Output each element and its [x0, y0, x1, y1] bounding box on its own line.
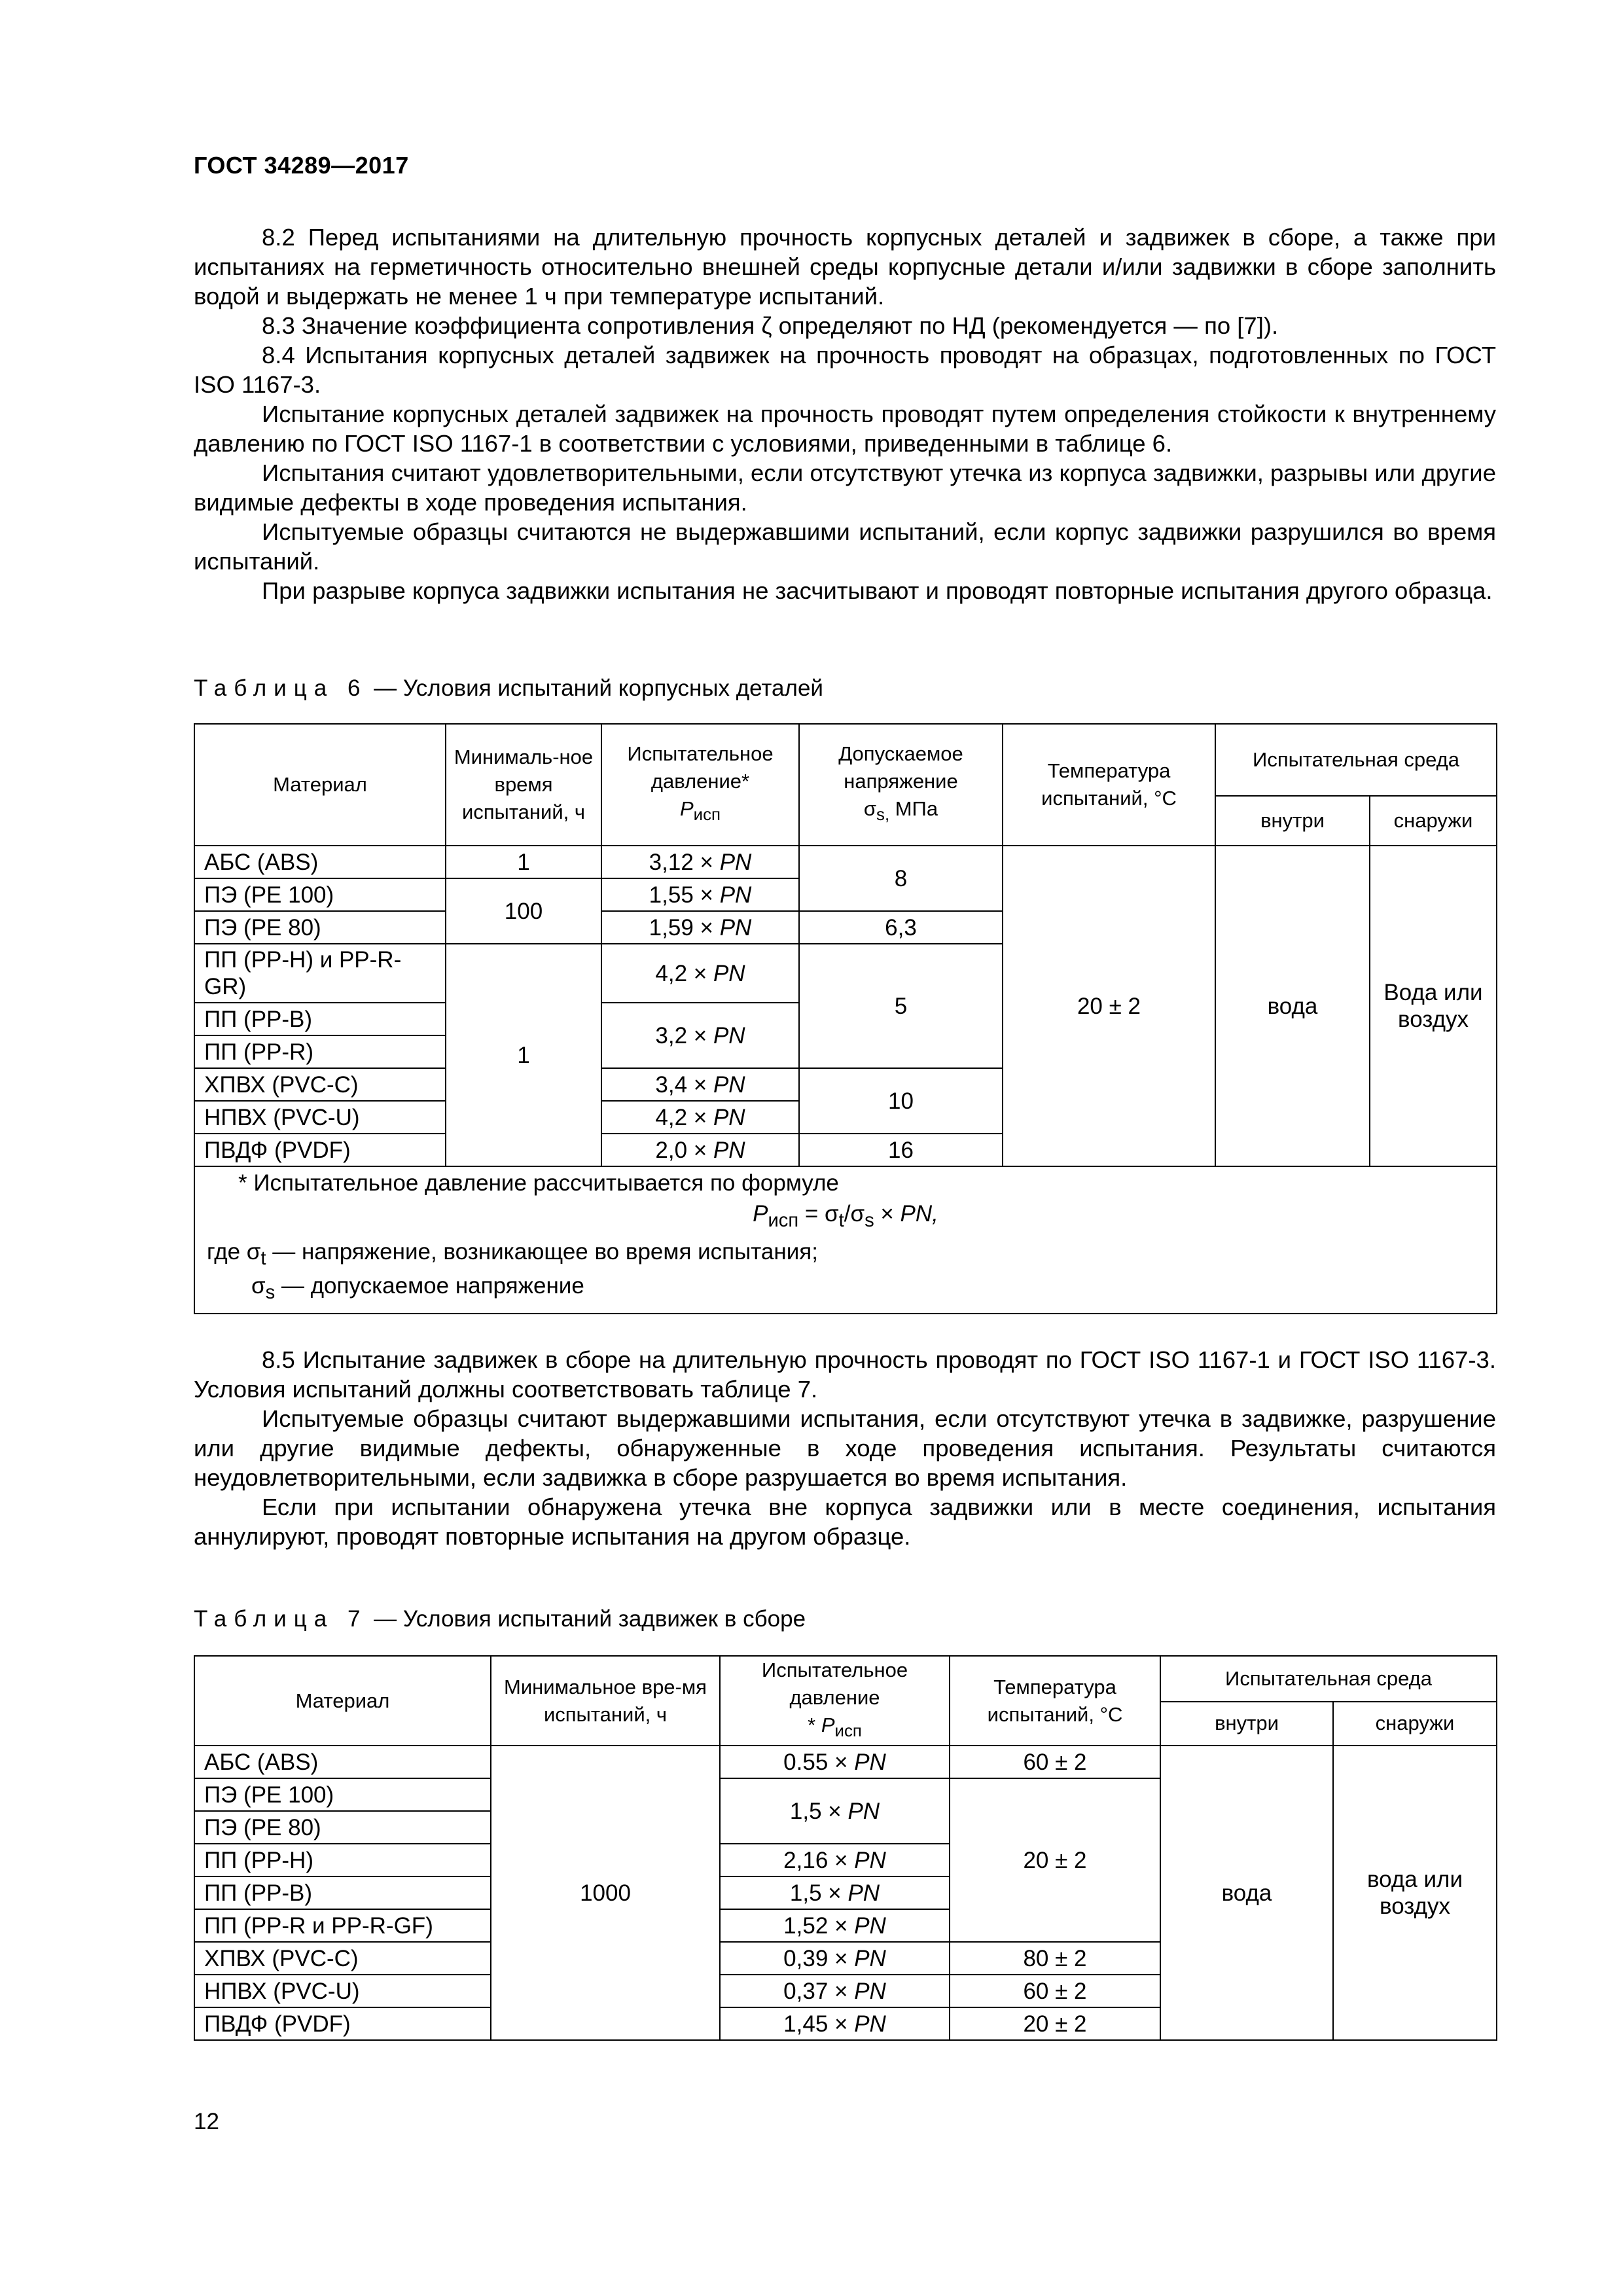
stress-cell: 16 — [799, 1134, 1003, 1166]
table7-caption-label: Таблица 7 — [194, 1606, 368, 1632]
pressure-cell: 1,55 × PN — [601, 878, 799, 911]
material-cell: ПВДФ (PVDF) — [194, 2007, 491, 2040]
material-cell: ХПВХ (PVC-C) — [194, 1068, 446, 1101]
table-row — [194, 846, 1497, 878]
table6-caption — [194, 674, 823, 703]
temperature-cell: 20 ± 2 — [950, 2007, 1160, 2040]
material-cell: НПВХ (PVC-U) — [194, 1975, 491, 2007]
temperature-cell: 80 ± 2 — [950, 1942, 1160, 1975]
footnote-where-1: где $\sigma_t$ — напряжение, возникающее во время испытания; — [207, 1239, 818, 1269]
stress-cell: 5 — [799, 944, 1003, 1068]
pressure-cell: 1,5 × PN — [720, 1876, 950, 1909]
header-stress-label: Допускаемое напряжение — [838, 742, 963, 793]
header-material: Материал — [194, 1656, 491, 1746]
pressure-cell: 3,2 × PN — [601, 1003, 799, 1068]
header-stress — [799, 724, 1003, 846]
table-7 — [194, 1655, 1497, 2041]
material-cell: ПЭ (PE 100) — [194, 1778, 491, 1811]
header-temperature: Температура испытаний, °C — [1003, 724, 1215, 846]
material-cell: ПП (PP-H) и PP-R-GR) — [194, 944, 446, 1003]
pressure-cell: 4,2 × PN — [601, 1101, 799, 1134]
time-cell: 1 — [446, 846, 601, 878]
pressure-cell: 2,16 × PN — [720, 1844, 950, 1876]
temperature-cell: 60 ± 2 — [950, 1975, 1160, 2007]
footnote-where-2: $\sigma_s$ — допускаемое напряжение — [251, 1273, 584, 1303]
outside-medium-cell: Вода или воздух — [1370, 846, 1497, 1166]
table-row — [194, 1746, 1497, 1778]
material-cell: АБС (ABS) — [194, 1746, 491, 1778]
header-stress-unit: МПа — [889, 797, 938, 821]
paragraph: Испытания считают удовлетворительными, если отсутствуют утечка из корпуса задвижки, разрывы или другие видимые дефекты в ходе проведения испытания. — [194, 459, 1496, 516]
table-6 — [194, 723, 1497, 1314]
material-cell: НПВХ (PVC-U) — [194, 1101, 446, 1134]
time-cell: 1000 — [491, 1746, 720, 2040]
pressure-cell: 0.55 × PN — [720, 1746, 950, 1778]
header-pressure — [601, 724, 799, 846]
header-temperature: Температура испытаний, °C — [950, 1656, 1160, 1746]
table6-caption-text: — Условия испытаний корпусных деталей — [374, 675, 823, 701]
pressure-cell: 0,37 × PN — [720, 1975, 950, 2007]
header-outside: снаружи — [1370, 796, 1497, 846]
material-cell: АБС (ABS) — [194, 846, 446, 878]
header-min-time: Минималь-ное время испытаний, ч — [446, 724, 601, 846]
footnote-formula: $P_{исп} = \sigma_t/\sigma_s$ × PN, — [753, 1201, 938, 1231]
header-min-time: Минимальное вре-мя испытаний, ч — [491, 1656, 720, 1746]
header-pressure-label: Испытательное давление* — [627, 742, 774, 793]
material-cell: ПП (PP-H) — [194, 1844, 491, 1876]
pressure-cell: 0,39 × PN — [720, 1942, 950, 1975]
material-cell: ХПВХ (PVC-C) — [194, 1942, 491, 1975]
header-pressure-subscript: исп — [693, 806, 721, 825]
header-medium: Испытательная среда — [1215, 724, 1497, 796]
paragraph-8-5: 8.5 Испытание задвижек в сборе на длительную прочность проводят по ГОСТ ISO 1167-1 и ГОСТ ISO 1167-3. Условия испытаний должны соответствовать таблице 7. — [194, 1346, 1496, 1403]
paragraph-8-4: 8.4 Испытания корпусных деталей задвижек на прочность проводят на образцах, подготовленных по ГОСТ ISO 1167-3. — [194, 342, 1496, 398]
footnote-intro: * Испытательное давление рассчитывается по формуле — [238, 1170, 839, 1196]
document-id: ГОСТ 34289—2017 — [194, 152, 409, 179]
paragraph: Испытание корпусных деталей задвижек на прочность проводят путем определения стойкости к внутреннему давлению по ГОСТ ISO 1167-1 в соответствии с условиями, приведенными в таблице 6. — [194, 401, 1496, 457]
pressure-cell: 4,2 × PN — [601, 944, 799, 1003]
material-cell: ПЭ (PE 80) — [194, 1811, 491, 1844]
pressure-cell: 2,0 × PN — [601, 1134, 799, 1166]
stress-cell: 8 — [799, 846, 1003, 911]
time-cell: 1 — [446, 944, 601, 1166]
header-stress-symbol: σ — [863, 797, 877, 821]
temperature-cell: 60 ± 2 — [950, 1746, 1160, 1778]
inside-medium-cell: вода — [1160, 1746, 1333, 2040]
time-cell: 100 — [446, 878, 601, 944]
material-cell: ПП (PP-R) — [194, 1035, 446, 1068]
pressure-cell: 1,45 × PN — [720, 2007, 950, 2040]
material-cell: ПЭ (PE 80) — [194, 911, 446, 944]
material-cell: ПП (PP-R и PP-R-GF) — [194, 1909, 491, 1942]
section-8-5 — [194, 1345, 1496, 1551]
paragraph: Испытуемые образцы считаются не выдержавшими испытаний, если корпус задвижки разрушился во время испытаний. — [194, 518, 1496, 575]
paragraph: Испытуемые образцы считают выдержавшими испытания, если отсутствуют утечка в задвижке, разрушение или другие видимые дефекты, обнаруженные в ходе проведения испытания. Результаты считаются неудовлетворительными, если задвижка в сборе разрушается во время испытания. — [194, 1405, 1496, 1491]
header-stress-subscript: s, — [876, 806, 890, 825]
table-footnote-row — [194, 1166, 1497, 1314]
header-pressure-symbol: P — [679, 797, 694, 821]
pressure-cell: 3,4 × PN — [601, 1068, 799, 1101]
section-8-2-to-8-4 — [194, 223, 1496, 605]
outside-medium-cell: вода или воздух — [1333, 1746, 1497, 2040]
stress-cell: 6,3 — [799, 911, 1003, 944]
header-medium: Испытательная среда — [1160, 1656, 1497, 1702]
header-material: Материал — [194, 724, 446, 846]
table7-caption — [194, 1605, 806, 1634]
table6-caption-label: Таблица 6 — [194, 675, 368, 701]
pressure-cell: 3,12 × PN — [601, 846, 799, 878]
pressure-cell: 1,59 × PN — [601, 911, 799, 944]
paragraph: При разрыве корпуса задвижки испытания не засчитывают и проводят повторные испытания другого образца. — [262, 577, 1493, 604]
header-pressure: Испытательное давление * $P_{исп}$ — [720, 1656, 950, 1746]
stress-cell: 10 — [799, 1068, 1003, 1134]
header-inside: внутри — [1215, 796, 1370, 846]
material-cell: ПП (PP-B) — [194, 1003, 446, 1035]
temperature-cell: 20 ± 2 — [1003, 846, 1215, 1166]
material-cell: ПЭ (PE 100) — [194, 878, 446, 911]
paragraph-8-3: 8.3 Значение коэффициента сопротивления ζ определяют по НД (рекомендуется — по [7]). — [262, 312, 1279, 339]
paragraph-8-2: 8.2 Перед испытаниями на длительную прочность корпусных деталей и задвижек в сборе, а также при испытаниях на герметичность относительно внешней среды корпусные детали и/или задвижки в сборе заполнить водой и выдержать не менее 1 ч при температуре испытаний. — [194, 224, 1496, 310]
page-number: 12 — [194, 2109, 219, 2134]
temperature-cell: 20 ± 2 — [950, 1778, 1160, 1942]
inside-medium-cell: вода — [1215, 846, 1370, 1166]
material-cell: ПП (PP-B) — [194, 1876, 491, 1909]
header-inside: внутри — [1160, 1702, 1333, 1746]
table7-caption-text: — Условия испытаний задвижек в сборе — [374, 1606, 806, 1632]
material-cell: ПВДФ (PVDF) — [194, 1134, 446, 1166]
paragraph: Если при испытании обнаружена утечка вне корпуса задвижки или в месте соединения, испытания аннулируют, проводят повторные испытания на другом образце. — [194, 1494, 1496, 1550]
header-outside: снаружи — [1333, 1702, 1497, 1746]
pressure-cell: 1,52 × PN — [720, 1909, 950, 1942]
table6-footnote — [194, 1166, 1497, 1314]
pressure-cell: 1,5 × PN — [720, 1778, 950, 1844]
